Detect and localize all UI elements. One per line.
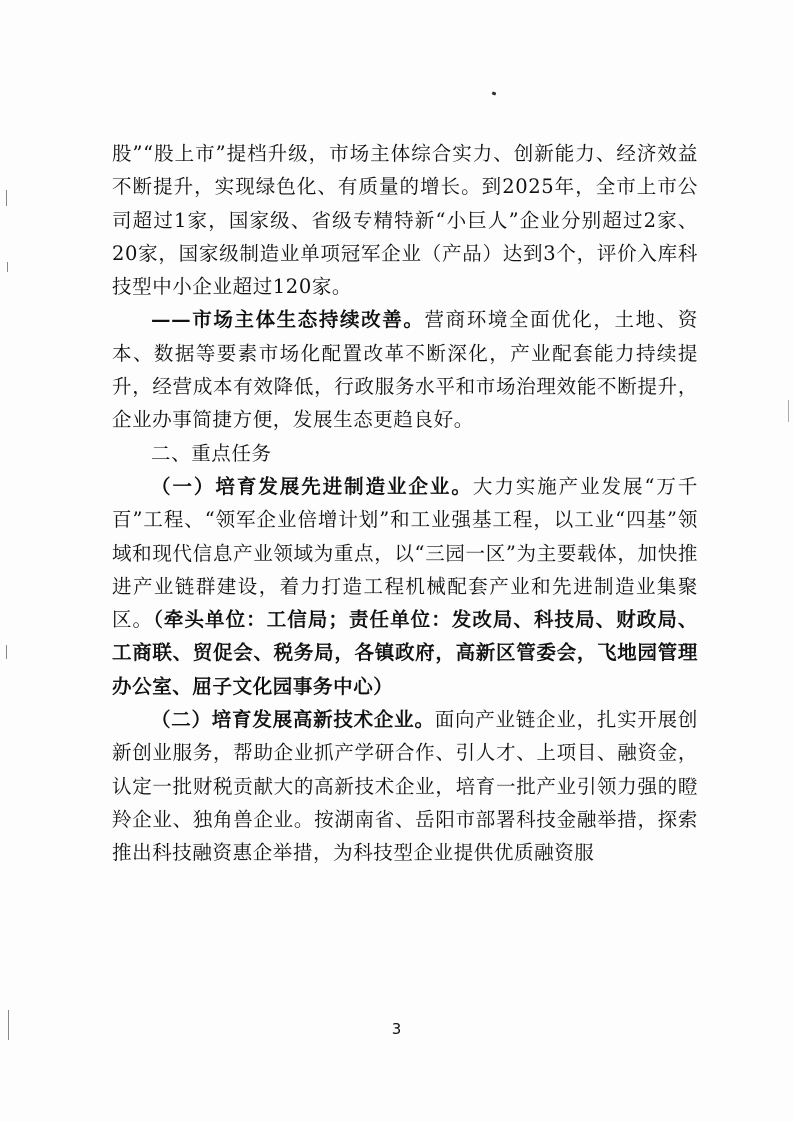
paragraph-text: 营商环境全面优化，土地、资本、数据等要素市场化配置改革不断深化，产业配套能力持续提升，经营成本有效降低，行政服务水平和市场治理效能不断提升，企业办事简捷方便，发展生态更趋良好。 (112, 308, 698, 432)
paragraph-lead: （一）培育发展先进制造业企业。 (151, 474, 473, 498)
paragraph-market-ecosystem (112, 303, 698, 436)
page-number: 3 (391, 1020, 402, 1038)
paragraph-continuation (112, 137, 698, 303)
scan-mark (7, 262, 8, 272)
paragraph-lead: ——市场主体生态持续改善。 (151, 308, 425, 332)
paragraph-high-tech (112, 703, 698, 869)
responsible-units-note: （牵头单位：工信局；责任单位：发改局、科技局、财政局、工商联、贸促会、税务局，各镇政府，高新区管委会，飞地园管理办公室、屈子文化园事务中心） (112, 608, 699, 698)
document-body (112, 137, 698, 870)
scan-speck (492, 91, 497, 95)
scan-mark (6, 645, 7, 659)
paragraph-text: 面向产业链企业，扎实开展创新创业服务，帮助企业抓产学研合作、引人才、上项目、融资金，认定一批财税贡献大的高新技术企业，培育一批产业引领力强的瞪羚企业、独角兽企业。按湖南省、岳阳市部署科技金融举措，探索推出科技融资惠企举措，为科技型企业提供优质融资服 (112, 708, 698, 865)
section-heading: 二、重点任务 (151, 441, 272, 465)
scan-mark (6, 190, 7, 206)
paragraph-text: 股”“股上市”提档升级，市场主体综合实力、创新能力、经济效益不断提升，实现绿色化、有质量的增长。到2025年，全市上市公司超过1家，国家级、省级专精特新“小巨人”企业分别超过2家、20家，国家级制造业单项冠军企业（产品）达到3个，评价入库科技型中小企业超过120家。 (112, 142, 698, 299)
scan-mark (788, 400, 789, 422)
paragraph-advanced-manufacturing (112, 470, 698, 703)
paragraph-lead: （二）培育发展高新技术企业。 (151, 708, 435, 732)
paragraph-text: 大力实施产业发展“万千百”工程、“领军企业倍增计划”和工业强基工程，以工业“四基”领域和现代信息产业领域为重点，以“三园一区”为主要载体，加快推进产业链群建设，着力打造工程机械配套产业和先进制造业集聚区。 (112, 474, 698, 632)
